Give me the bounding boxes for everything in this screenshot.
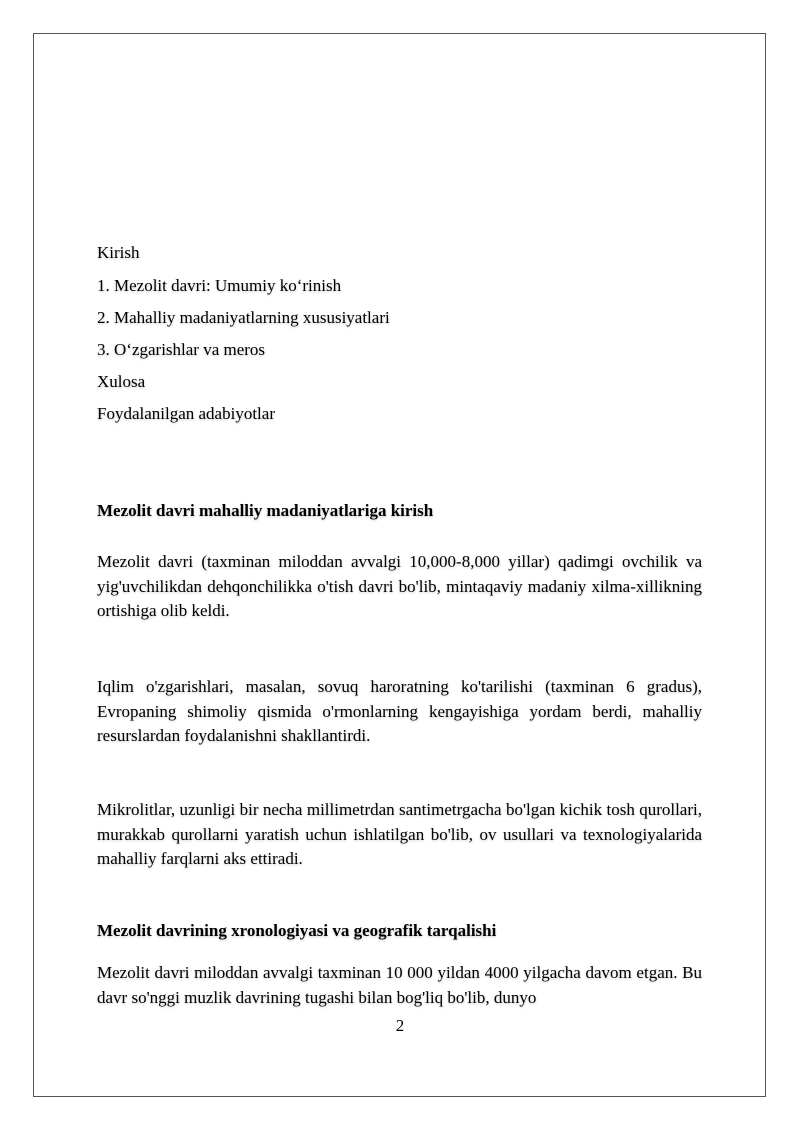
- paragraph-microliths: Mikrolitlar, uzunligi bir necha millimetrdan santimetrgacha bo'lgan kichik tosh qurollari, murakkab qurollarni yaratish uchun ishlatilgan bo'lib, ov usullari va texnologiyalarida mahalliy farqlarni aks ettiradi.: [97, 800, 702, 868]
- paragraph-mesolithic-period: Mezolit davri (taxminan miloddan avvalgi 10,000-8,000 yillar) qadimgi ovchilik va yig'uvchilikdan dehqonchilikka o'tish davri bo'lib, mintaqaviy madaniy xilma-xillikning ortishiga olib keldi.: [97, 552, 702, 620]
- paragraph-climate-change: Iqlim o'zgarishlari, masalan, sovuq haroratning ko'tarilishi (taxminan 6 gradus), Evropaning shimoliy qismida o'rmonlarning kengayishiga yordam berdi, mahalliy resurslardan foydalanishni shakllantirdi.: [97, 677, 702, 745]
- toc-item-intro: Kirish: [97, 243, 140, 262]
- toc-item-2: 2. Mahalliy madaniyatlarning xususiyatlari: [97, 308, 390, 327]
- section-heading-chronology: Mezolit davrining xronologiyasi va geografik tarqalishi: [97, 921, 497, 940]
- toc-item-references: Foydalanilgan adabiyotlar: [97, 404, 275, 423]
- toc-item-conclusion: Xulosa: [97, 372, 146, 391]
- section-heading-intro: Mezolit davri mahalliy madaniyatlariga kirish: [97, 501, 434, 520]
- toc-item-1: 1. Mezolit davri: Umumiy ko‘rinish: [97, 276, 342, 295]
- paragraph-chronology: Mezolit davri miloddan avvalgi taxminan 10 000 yildan 4000 yilgacha davom etgan. Bu davr so'nggi muzlik davrining tugashi bilan bog'liq bo'lib, dunyo: [97, 963, 702, 1007]
- toc-item-3: 3. O‘zgarishlar va meros: [97, 340, 266, 359]
- page-number: 2: [395, 1016, 405, 1035]
